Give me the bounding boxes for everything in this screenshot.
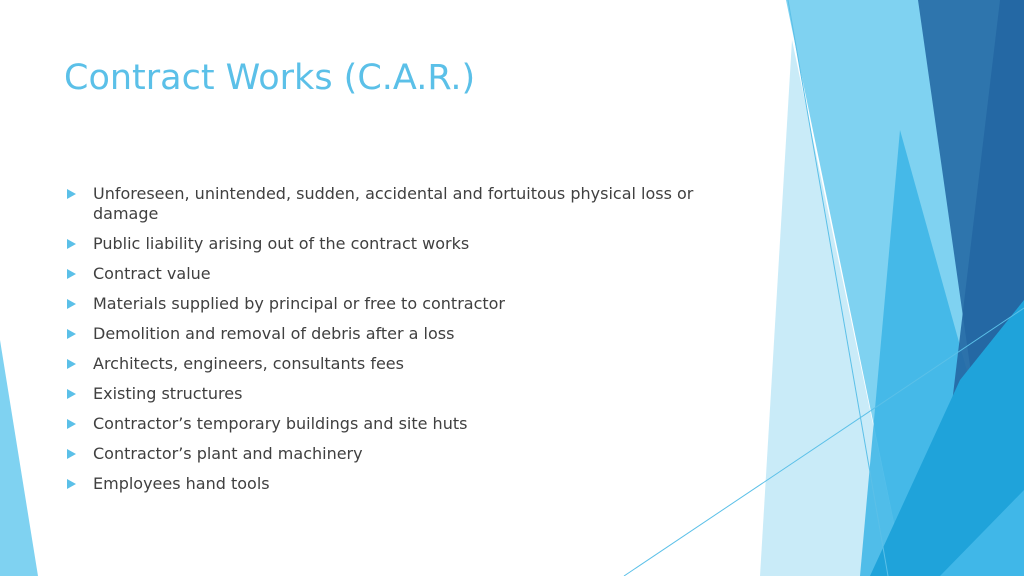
triangle-right-icon xyxy=(67,299,76,309)
triangle-right-icon xyxy=(67,389,76,399)
list-item-text: Employees hand tools xyxy=(93,474,270,493)
list-item xyxy=(64,184,724,224)
list-item xyxy=(64,384,724,404)
triangle-right-icon xyxy=(67,449,76,459)
list-item-text: Architects, engineers, consultants fees xyxy=(93,354,404,373)
triangle-right-icon xyxy=(67,189,76,199)
left-edge-facet xyxy=(0,340,38,576)
triangle-right-icon xyxy=(67,239,76,249)
triangle-right-icon xyxy=(67,359,76,369)
list-item xyxy=(64,414,724,434)
list-item-text: Materials supplied by principal or free to contractor xyxy=(93,294,506,313)
bullet-list xyxy=(64,184,724,504)
list-item xyxy=(64,264,724,284)
list-item-text: Public liability arising out of the contract works xyxy=(93,234,470,253)
list-item xyxy=(64,474,724,494)
triangle-right-icon xyxy=(67,269,76,279)
list-item xyxy=(64,354,724,374)
list-item-text: Contractor’s temporary buildings and site huts xyxy=(93,414,468,433)
list-item-text: Existing structures xyxy=(93,384,243,403)
list-item xyxy=(64,294,724,314)
triangle-right-icon xyxy=(67,479,76,489)
list-item-text: Contract value xyxy=(93,264,211,283)
list-item-text: Unforeseen, unintended, sudden, accidental and fortuitous physical loss or damage xyxy=(93,184,694,223)
triangle-right-icon xyxy=(67,419,76,429)
slide-title: Contract Works (C.A.R.) xyxy=(64,58,476,98)
list-item-text: Contractor’s plant and machinery xyxy=(93,444,363,463)
list-item-text: Demolition and removal of debris after a loss xyxy=(93,324,455,343)
list-item xyxy=(64,444,724,464)
list-item xyxy=(64,324,724,344)
list-item xyxy=(64,234,724,254)
triangle-right-icon xyxy=(67,329,76,339)
